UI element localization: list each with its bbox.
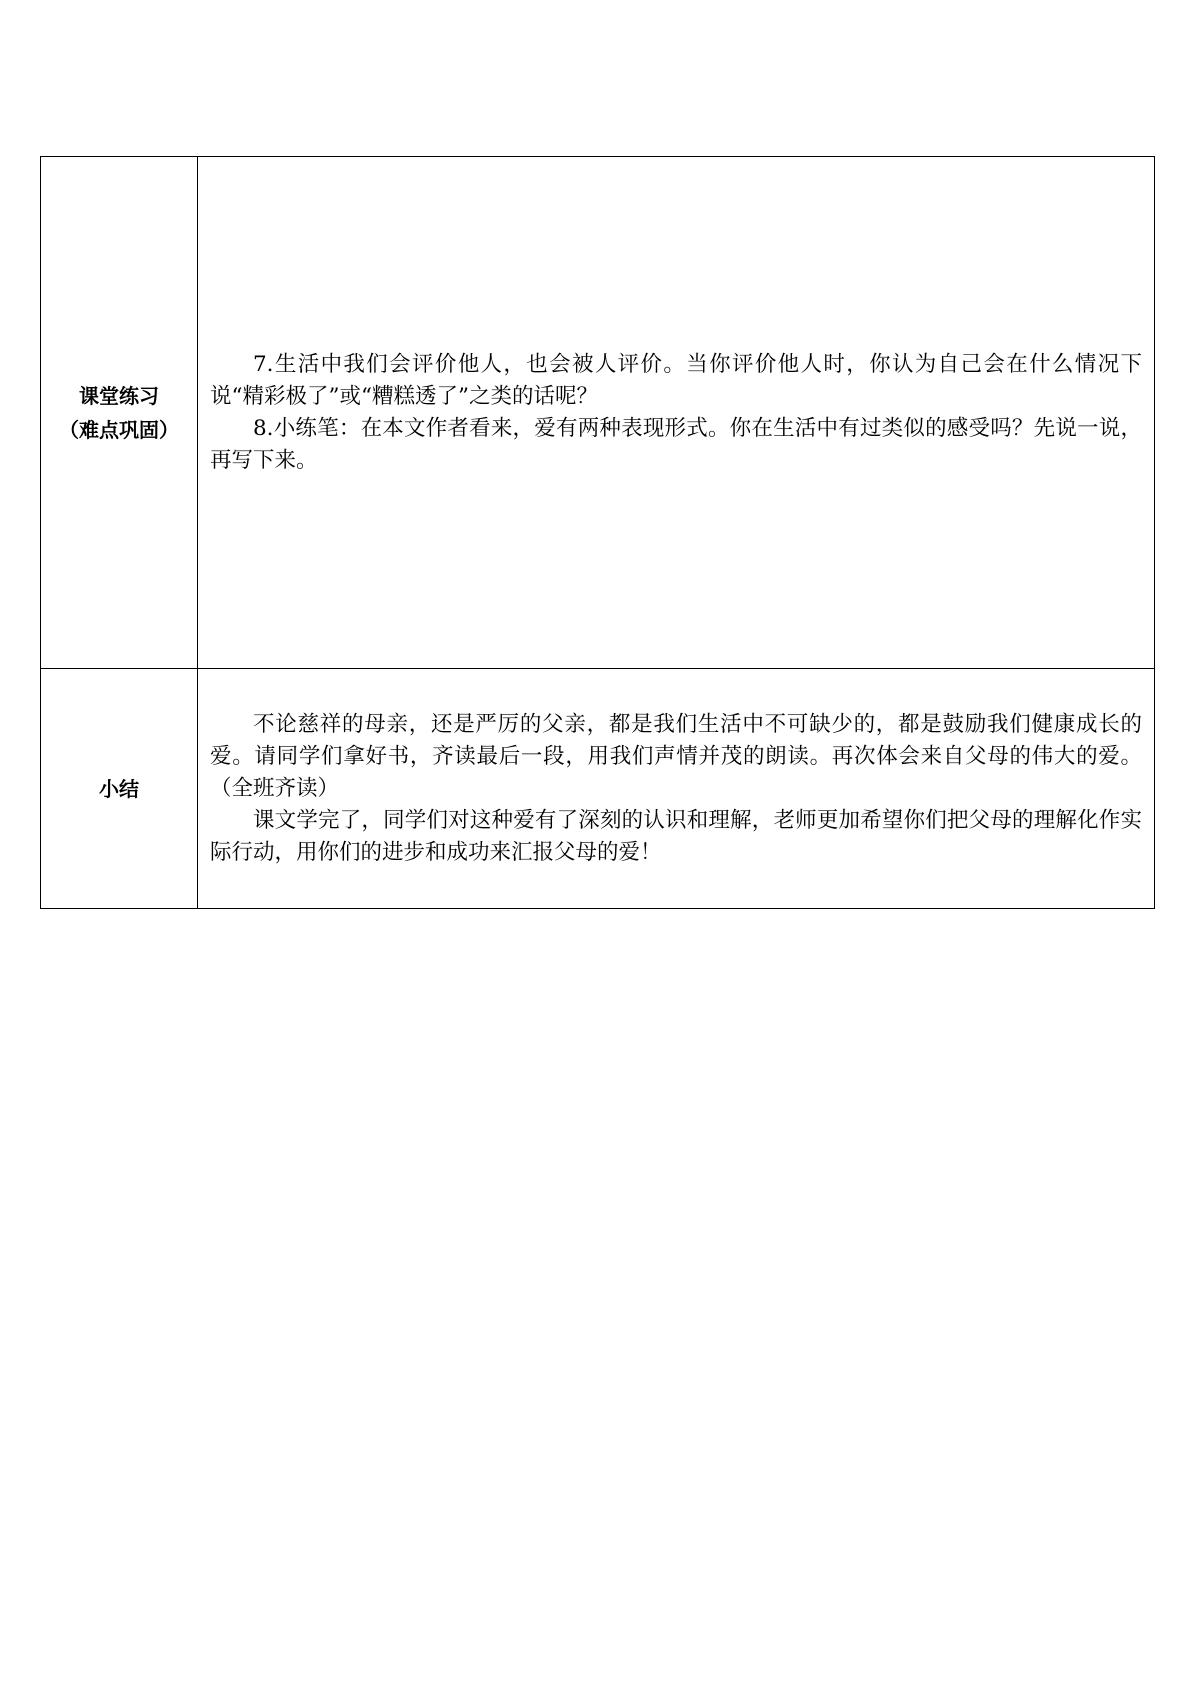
summary-content-cell [198, 669, 1155, 909]
summary-label-cell [41, 669, 198, 909]
summary-label: 小结 [99, 776, 139, 801]
table-row-practice [41, 157, 1155, 669]
practice-content-cell [198, 157, 1155, 669]
table-row-summary [41, 669, 1155, 909]
summary-paragraph: 课文学完了，同学们对这种爱有了深刻的认识和理解，老师更加希望你们把父母的理解化作实际行动，用你们的进步和成功来汇报父母的爱！ [210, 807, 1142, 865]
practice-question-7: 7.生活中我们会评价他人，也会被人评价。当你评价他人时，你认为自己会在什么情况下说“精彩极了”或“糟糕透了”之类的话呢？ [210, 351, 1142, 409]
practice-label: 课堂练习 [79, 383, 159, 408]
lesson-plan-table [40, 156, 1155, 909]
practice-sublabel: （难点巩固） [59, 417, 179, 442]
practice-question-8: 8.小练笔：在本文作者看来，爱有两种表现形式。你在生活中有过类似的感受吗？先说一说，再写下来。 [210, 415, 1142, 473]
summary-paragraph: 不论慈祥的母亲，还是严厉的父亲，都是我们生活中不可缺少的，都是鼓励我们健康成长的爱。请同学们拿好书，齐读最后一段，用我们声情并茂的朗读。再次体会来自父母的伟大的爱。（全班齐读） [210, 711, 1142, 801]
practice-label-cell [41, 157, 198, 669]
